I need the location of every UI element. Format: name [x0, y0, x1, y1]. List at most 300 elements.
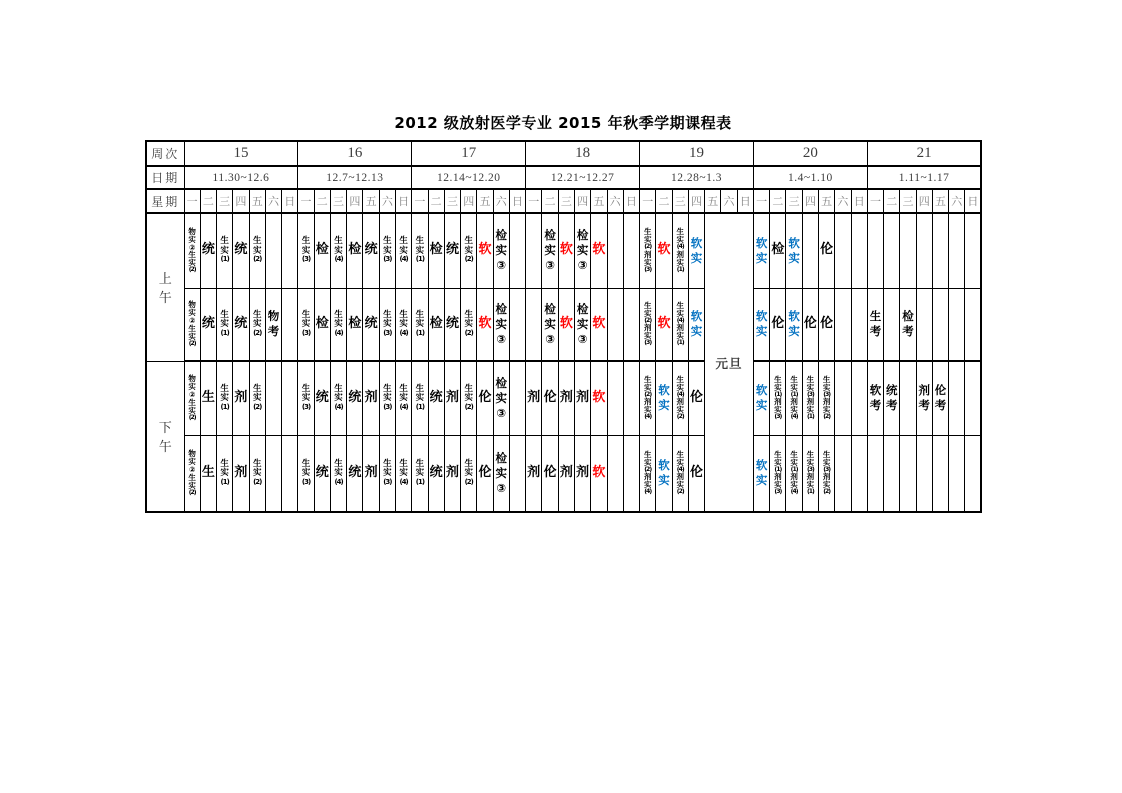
course-text: 伦	[689, 464, 703, 480]
course-text: 生 实 (2)	[464, 458, 473, 486]
schedule-cell	[770, 435, 786, 512]
schedule-cell	[688, 361, 704, 435]
course-text: 剂	[364, 389, 378, 405]
course-text: 软 考	[869, 383, 882, 413]
schedule-cell	[770, 213, 786, 288]
schedule-cell	[200, 435, 216, 512]
course-text: 生 实 (4)	[334, 458, 343, 486]
schedule-cell	[753, 361, 769, 435]
page-title: 2012 级放射医学专业 2015 年秋季学期课程表	[394, 114, 732, 132]
weekday-cell: 五	[477, 189, 493, 213]
schedule-cell	[542, 288, 558, 361]
schedule-cell	[314, 361, 330, 435]
course-text: 生 实 (3) 剂 实 (1)	[806, 374, 815, 421]
weekday-cell: 四	[574, 189, 590, 213]
course-text: 生 实 (1)	[415, 383, 425, 411]
weekday-cell: 四	[233, 189, 249, 213]
course-text: 生 实 (3)	[301, 458, 311, 486]
schedule-cell	[542, 213, 558, 288]
course-text: 软	[592, 242, 606, 258]
course-text: 生 实 (2)	[464, 309, 473, 337]
morning-label	[146, 213, 184, 361]
schedule-cell	[217, 213, 233, 288]
schedule-cell	[558, 361, 574, 435]
schedule-cell	[526, 361, 542, 435]
course-text: 生	[201, 389, 215, 405]
course-text: 检 实 ③	[576, 228, 589, 273]
schedule-cell	[493, 288, 509, 361]
schedule-cell	[851, 361, 867, 435]
course-text: 统	[429, 389, 443, 405]
weekday-cell: 三	[330, 189, 346, 213]
course-text: 剂 考	[918, 383, 931, 413]
weekday-cell: 五	[819, 189, 835, 213]
weekday-cell: 五	[363, 189, 379, 213]
schedule-cell	[688, 435, 704, 512]
course-text: 生 实 (2)	[252, 236, 262, 264]
course-text: 生 实 (1)	[220, 236, 229, 264]
schedule-cell	[558, 213, 574, 288]
schedule-cell	[916, 435, 932, 512]
schedule-cell	[835, 435, 851, 512]
schedule-cell	[932, 288, 948, 361]
course-text: 生 实 (1) 剂 实 (4)	[790, 449, 798, 496]
schedule-cell	[867, 435, 883, 512]
weekday-cell: 三	[900, 189, 916, 213]
course-text: 生 实 (4)	[399, 309, 408, 337]
weekday-cell: 五	[705, 189, 721, 213]
course-text: 生 实 (1)	[220, 458, 229, 486]
schedule-cell	[867, 361, 883, 435]
course-text: 生 实 (2)	[464, 236, 473, 264]
schedule-cell	[786, 288, 802, 361]
course-text: 伦	[543, 464, 557, 480]
course-text: 生 实 (4)	[334, 383, 343, 411]
course-text: 统	[364, 242, 378, 258]
schedule-cell	[884, 435, 900, 512]
schedule-cell	[461, 435, 477, 512]
course-text: 物 实 ② 生 实 (2)	[188, 226, 196, 274]
schedule-cell	[607, 361, 623, 435]
weekday-cell: 日	[509, 189, 525, 213]
schedule-cell	[965, 361, 981, 435]
schedule-cell	[347, 361, 363, 435]
course-text: 统 考	[885, 383, 898, 413]
schedule-cell	[282, 435, 298, 512]
schedule-cell	[265, 213, 281, 288]
schedule-cell	[477, 435, 493, 512]
weekday-cell: 一	[526, 189, 542, 213]
schedule-cell	[249, 435, 265, 512]
schedule-cell	[819, 213, 835, 288]
course-text: 软	[559, 315, 573, 331]
schedule-cell	[640, 361, 656, 435]
course-text: 软	[478, 242, 492, 258]
schedule-cell	[802, 288, 818, 361]
period-label-text	[147, 417, 184, 455]
weekday-cell: 日	[965, 189, 981, 213]
schedule-cell	[640, 435, 656, 512]
schedule-cell	[884, 288, 900, 361]
week-dates: 1.11~1.17	[867, 166, 981, 189]
weekday-cell: 二	[770, 189, 786, 213]
course-text: 剂	[527, 464, 541, 480]
schedule-cell	[623, 288, 639, 361]
weekday-cell: 六	[265, 189, 281, 213]
course-text: 生 实 (3)	[301, 309, 311, 337]
course-text: 软 实	[755, 458, 768, 488]
timetable	[145, 140, 982, 513]
schedule-cell	[428, 288, 444, 361]
course-text: 检	[429, 242, 443, 258]
schedule-cell	[965, 288, 981, 361]
schedule-cell	[591, 361, 607, 435]
weekday-cell: 三	[672, 189, 688, 213]
course-text: 统	[315, 464, 329, 480]
course-text: 生 实 (3) 剂 实 (2)	[822, 449, 831, 496]
schedule-cell	[347, 213, 363, 288]
course-text: 生 实 (1)	[415, 458, 425, 486]
schedule-cell	[282, 213, 298, 288]
weekday-cell: 三	[444, 189, 460, 213]
schedule-cell	[233, 361, 249, 435]
schedule-cell	[249, 213, 265, 288]
course-text: 伦 考	[934, 383, 947, 413]
schedule-cell	[184, 435, 200, 512]
course-text: 伦	[820, 315, 834, 331]
course-text: 生 实 (3) 剂 实 (1)	[806, 449, 815, 496]
schedule-cell	[851, 435, 867, 512]
course-text: 软	[657, 315, 671, 331]
schedule-cell	[509, 213, 525, 288]
course-text: 软	[592, 389, 606, 405]
schedule-cell	[802, 213, 818, 288]
course-text: 伦	[689, 389, 703, 405]
schedule-cell	[330, 361, 346, 435]
course-text: 统	[348, 464, 362, 480]
schedule-cell	[965, 435, 981, 512]
course-text: 伦	[803, 315, 817, 331]
schedule-cell	[802, 361, 818, 435]
schedule-cell	[477, 213, 493, 288]
course-text: 检 实 ③	[495, 301, 507, 346]
course-text: 生 实 (4)	[399, 458, 408, 486]
schedule-cell	[672, 213, 688, 288]
weekday-cell: 四	[802, 189, 818, 213]
course-text: 剂	[527, 389, 541, 405]
course-text: 生 实 (4)	[334, 309, 343, 337]
course-text: 检	[348, 315, 362, 331]
week-number: 17	[412, 141, 526, 166]
course-text: 检 考	[902, 309, 914, 339]
course-text: 生 实 (3)	[301, 383, 311, 411]
schedule-cell	[770, 361, 786, 435]
schedule-cell	[672, 288, 688, 361]
schedule-cell	[916, 361, 932, 435]
schedule-cell	[493, 435, 509, 512]
weekday-cell: 五	[591, 189, 607, 213]
course-text: 生 实 (1)	[415, 309, 425, 337]
course-text: 伦	[771, 315, 785, 331]
course-text: 剂	[559, 464, 573, 480]
weekday-cell: 日	[282, 189, 298, 213]
schedule-cell	[867, 213, 883, 288]
schedule-cell	[607, 288, 623, 361]
schedule-cell	[444, 361, 460, 435]
weekday-row-label: 星期	[146, 189, 184, 213]
schedule-cell	[412, 361, 428, 435]
schedule-cell	[265, 361, 281, 435]
course-text: 软 实	[788, 309, 800, 339]
weekday-cell: 六	[949, 189, 965, 213]
course-text: 统	[234, 242, 248, 258]
week-number: 18	[526, 141, 640, 166]
schedule-cell	[802, 435, 818, 512]
schedule-cell	[916, 288, 932, 361]
course-text: 软	[559, 242, 573, 258]
schedule-cell	[444, 288, 460, 361]
weekday-cell: 六	[379, 189, 395, 213]
course-text: 统	[429, 464, 443, 480]
schedule-cell	[379, 361, 395, 435]
schedule-cell	[835, 288, 851, 361]
week-number: 15	[184, 141, 298, 166]
weekday-cell: 五	[932, 189, 948, 213]
weekday-cell: 二	[314, 189, 330, 213]
schedule-cell	[558, 288, 574, 361]
course-text: 软	[478, 315, 492, 331]
schedule-cell	[526, 435, 542, 512]
period-label-char: 上	[158, 272, 172, 288]
course-text: 剂	[576, 389, 590, 405]
schedule-cell	[900, 361, 916, 435]
schedule-cell	[916, 213, 932, 288]
schedule-cell	[623, 435, 639, 512]
course-text: 生 实 (3)	[383, 383, 392, 411]
weekday-cell: 一	[753, 189, 769, 213]
course-text: 剂	[234, 464, 248, 480]
course-text: 生 实 (3)	[383, 458, 392, 486]
schedule-cell	[265, 288, 281, 361]
schedule-cell	[574, 361, 590, 435]
schedule-cell	[542, 361, 558, 435]
course-text: 软	[592, 464, 606, 480]
schedule-cell	[900, 435, 916, 512]
course-text: 生 实 (4) 剂 实 (1)	[676, 300, 684, 347]
course-text: 检 实 ③	[576, 301, 589, 346]
schedule-cell	[835, 361, 851, 435]
period-label-text	[147, 268, 184, 306]
schedule-cell	[347, 288, 363, 361]
schedule-cell	[395, 361, 411, 435]
course-text: 检 实 ③	[544, 301, 556, 346]
schedule-cell	[819, 361, 835, 435]
schedule-cell	[591, 213, 607, 288]
schedule-cell	[428, 213, 444, 288]
schedule-cell	[656, 435, 672, 512]
schedule-cell	[884, 361, 900, 435]
schedule-cell	[753, 213, 769, 288]
schedule-cell	[249, 288, 265, 361]
schedule-cell	[298, 213, 314, 288]
schedule-cell	[851, 213, 867, 288]
course-text: 剂	[364, 464, 378, 480]
schedule-cell	[753, 288, 769, 361]
schedule-cell	[932, 361, 948, 435]
schedule-cell	[428, 361, 444, 435]
schedule-cell	[591, 288, 607, 361]
course-text: 生 实 (3)	[383, 309, 392, 337]
course-text: 生 实 (1) 剂 实 (3)	[774, 449, 782, 496]
weekday-cell: 二	[884, 189, 900, 213]
course-text: 检 实 ③	[495, 375, 507, 420]
course-text: 统	[348, 389, 362, 405]
course-text: 软	[657, 242, 671, 258]
week-dates: 12.21~12.27	[526, 166, 640, 189]
schedule-cell	[786, 361, 802, 435]
schedule-cell	[786, 435, 802, 512]
course-text: 剂	[559, 389, 573, 405]
course-text: 生 实 (1) 剂 实 (3)	[774, 374, 782, 421]
schedule-cell	[395, 288, 411, 361]
course-text: 软 实	[658, 458, 670, 488]
course-text: 统	[201, 242, 215, 258]
schedule-cell	[444, 213, 460, 288]
schedule-cell	[932, 213, 948, 288]
weekday-cell: 日	[851, 189, 867, 213]
schedule-cell	[558, 435, 574, 512]
schedule-cell	[282, 288, 298, 361]
course-text: 生 实 (2)	[252, 383, 262, 411]
schedule-cell	[753, 435, 769, 512]
schedule-cell	[282, 361, 298, 435]
schedule-cell	[932, 435, 948, 512]
course-text: 生 实 (2) 剂 实 (3)	[643, 300, 652, 347]
schedule-cell	[949, 213, 965, 288]
schedule-cell	[770, 288, 786, 361]
schedule-cell	[688, 213, 704, 288]
course-text: 检 实 ③	[544, 228, 556, 273]
schedule-cell	[672, 435, 688, 512]
course-text: 生 实 (2)	[464, 383, 473, 411]
schedule-cell	[412, 288, 428, 361]
schedule-cell	[444, 435, 460, 512]
schedule-sheet	[145, 112, 981, 513]
schedule-cell	[656, 361, 672, 435]
course-text: 生 实 (4)	[399, 383, 408, 411]
schedule-cell	[526, 288, 542, 361]
schedule-cell	[688, 288, 704, 361]
schedule-cell	[493, 213, 509, 288]
schedule-cell	[298, 361, 314, 435]
course-text: 伦	[478, 464, 492, 480]
schedule-cell	[509, 435, 525, 512]
course-text: 剂	[576, 464, 590, 480]
schedule-cell	[347, 435, 363, 512]
course-text: 软 实	[658, 383, 670, 413]
course-text: 检	[771, 242, 785, 258]
course-text: 剂	[445, 464, 459, 480]
week-dates: 11.30~12.6	[184, 166, 298, 189]
weekday-cell: 六	[607, 189, 623, 213]
schedule-cell	[217, 288, 233, 361]
weekday-cell: 二	[200, 189, 216, 213]
schedule-cell	[949, 435, 965, 512]
schedule-cell	[217, 361, 233, 435]
schedule-cell	[574, 435, 590, 512]
course-text: 软 实	[755, 235, 768, 265]
schedule-cell	[233, 435, 249, 512]
course-text: 生 实 (2)	[252, 458, 262, 486]
course-text: 统	[445, 315, 459, 331]
schedule-cell	[200, 288, 216, 361]
weekday-cell: 一	[412, 189, 428, 213]
course-text: 生 实 (2) 剂 实 (3)	[643, 227, 652, 273]
course-text: 生 实 (4) 剂 实 (2)	[676, 374, 684, 421]
schedule-cell	[200, 213, 216, 288]
schedule-cell	[786, 213, 802, 288]
schedule-cell	[509, 361, 525, 435]
schedule-cell	[395, 213, 411, 288]
course-text: 生	[201, 464, 215, 480]
schedule-cell	[656, 213, 672, 288]
schedule-cell	[623, 213, 639, 288]
schedule-cell	[363, 288, 379, 361]
schedule-cell	[656, 288, 672, 361]
course-text: 生 实 (2) 剂 实 (4)	[643, 449, 652, 496]
course-text: 统	[234, 315, 248, 331]
course-text: 生 实 (2) 剂 实 (4)	[643, 374, 652, 421]
schedule-cell	[428, 435, 444, 512]
timetable-body	[146, 141, 981, 512]
period-label-char: 午	[158, 440, 172, 456]
week-dates: 12.7~12.13	[298, 166, 412, 189]
schedule-cell	[477, 288, 493, 361]
schedule-cell	[835, 213, 851, 288]
course-text: 软 实	[788, 235, 800, 265]
schedule-cell	[233, 213, 249, 288]
weekday-cell: 六	[493, 189, 509, 213]
schedule-cell	[395, 435, 411, 512]
schedule-cell	[330, 435, 346, 512]
holiday-cell: 元旦	[705, 213, 754, 512]
course-text: 伦	[820, 242, 834, 258]
weekday-cell: 四	[347, 189, 363, 213]
schedule-cell	[298, 435, 314, 512]
weekday-cell: 日	[623, 189, 639, 213]
weekday-cell: 三	[217, 189, 233, 213]
schedule-cell	[574, 213, 590, 288]
course-text: 检	[315, 315, 329, 331]
week-number: 19	[640, 141, 754, 166]
course-text: 检 实 ③	[495, 450, 507, 495]
schedule-cell	[949, 361, 965, 435]
weekday-cell: 一	[184, 189, 200, 213]
course-text: 软 实	[690, 309, 703, 339]
weekday-cell: 四	[461, 189, 477, 213]
weekday-cell: 二	[428, 189, 444, 213]
schedule-cell	[363, 213, 379, 288]
schedule-cell	[900, 288, 916, 361]
week-dates: 12.14~12.20	[412, 166, 526, 189]
schedule-cell	[379, 288, 395, 361]
course-text: 伦	[543, 389, 557, 405]
weekday-cell: 日	[395, 189, 411, 213]
week-number: 21	[867, 141, 981, 166]
course-text: 软 实	[690, 235, 703, 265]
schedule-cell	[233, 288, 249, 361]
schedule-cell	[640, 288, 656, 361]
